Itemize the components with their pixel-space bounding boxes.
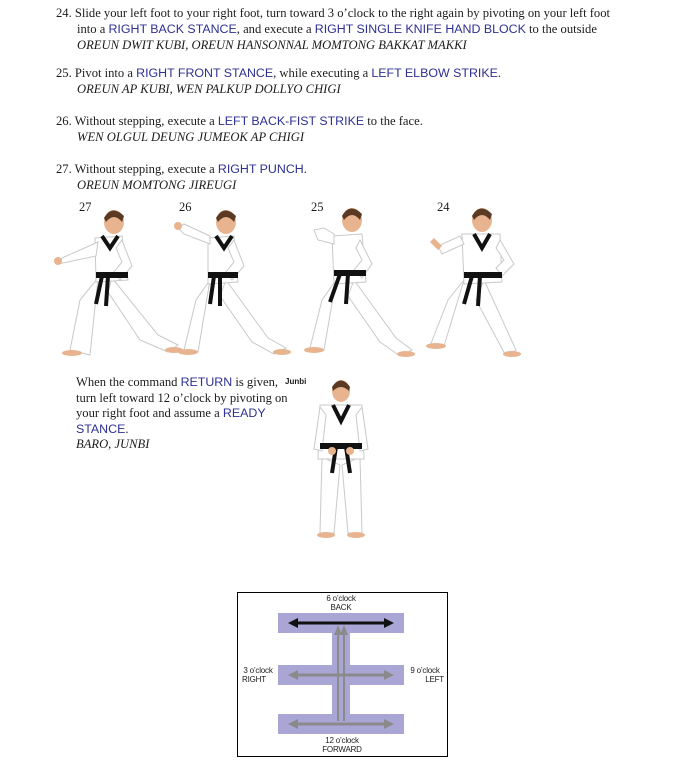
- return-korean: BARO, JUNBI: [76, 437, 150, 451]
- step-26: [56, 113, 656, 145]
- step-24-text: [56, 5, 656, 53]
- direction-diagram: [237, 592, 448, 757]
- step-25: [56, 65, 656, 97]
- junbi-label: Junbi: [285, 377, 307, 386]
- step-line: [56, 161, 656, 177]
- keyword-term: RIGHT BACK STANCE: [108, 22, 237, 36]
- step-line: [56, 5, 656, 21]
- label-12-oclock-forward: 12 o’clock FORWARD: [322, 736, 362, 754]
- text-segment: into a: [77, 22, 109, 36]
- keyword-term: RETURN: [180, 375, 233, 389]
- text-segment: Pivot into a: [74, 66, 137, 80]
- text-segment: Without stepping, execute a: [74, 114, 218, 128]
- korean-term: OREUN AP KUBI, WEN PALKUP DOLLYO CHIGI: [77, 82, 341, 96]
- keyword-term: READY STANCE: [76, 406, 266, 436]
- figure-junbi-ready-stance: [310, 375, 372, 540]
- step-line: [56, 65, 656, 81]
- keyword-term: LEFT ELBOW STRIKE: [371, 66, 498, 80]
- text-segment: When the command: [76, 375, 181, 389]
- figure-25-elbow-strike: [300, 200, 425, 365]
- return-text: [76, 375, 296, 437]
- step-27-text: [56, 161, 656, 193]
- text-segment: to the face.: [364, 114, 423, 128]
- step-line: [56, 21, 656, 37]
- return-instruction: [76, 375, 296, 453]
- step-number: 25.: [56, 66, 75, 80]
- text-segment: Slide your left foot to your right foot, turn toward 3 o’clock to the right again by pivoting on your left foot: [74, 6, 611, 20]
- label-9-oclock-left: 9 o’clock LEFT: [410, 666, 444, 684]
- text-segment: .: [497, 66, 502, 80]
- photo-label-24: 24: [437, 200, 450, 214]
- keyword-term: RIGHT PUNCH: [217, 162, 304, 176]
- label-3-oclock-right: 3 o’clock RIGHT: [242, 666, 273, 684]
- step-number: 24.: [56, 6, 75, 20]
- keyword-term: RIGHT SINGLE KNIFE HAND BLOCK: [314, 22, 526, 36]
- korean-term: WEN OLGUL DEUNG JUMEOK AP CHIGI: [77, 130, 305, 144]
- korean-term: OREUN MOMTONG JIREUGI: [77, 178, 237, 192]
- text-segment: to the outside: [525, 22, 597, 36]
- photo-label-25: 25: [311, 200, 324, 214]
- figure-26-backfist: [170, 200, 300, 365]
- text-segment: , while executing a: [273, 66, 372, 80]
- text-segment: Without stepping, execute a: [74, 162, 218, 176]
- photo-label-26: 26: [179, 200, 192, 214]
- step-number: 26.: [56, 114, 75, 128]
- text-segment: .: [125, 421, 129, 436]
- text-segment: is given, turn left toward 12 o’clock by pivoting on your right foot and assume a: [76, 375, 288, 420]
- label-6-oclock-back: 6 o’clock BACK: [326, 594, 356, 612]
- text-segment: , and execute a: [236, 22, 315, 36]
- keyword-term: RIGHT FRONT STANCE: [136, 66, 274, 80]
- step-25-text: [56, 65, 656, 97]
- step-24: [56, 5, 656, 53]
- keyword-term: LEFT BACK-FIST STRIKE: [217, 114, 365, 128]
- step-27: [56, 161, 656, 193]
- photo-label-27: 27: [79, 200, 92, 214]
- step-26-text: [56, 113, 656, 145]
- step-line: [56, 113, 656, 129]
- figure-24-knife-hand-block: [420, 200, 535, 365]
- figure-27-punch: [50, 200, 190, 365]
- text-segment: .: [303, 162, 307, 176]
- step-number: 27.: [56, 162, 75, 176]
- korean-term: OREUN DWIT KUBI, OREUN HANSONNAL MOMTONG BAKKAT MAKKI: [77, 38, 467, 52]
